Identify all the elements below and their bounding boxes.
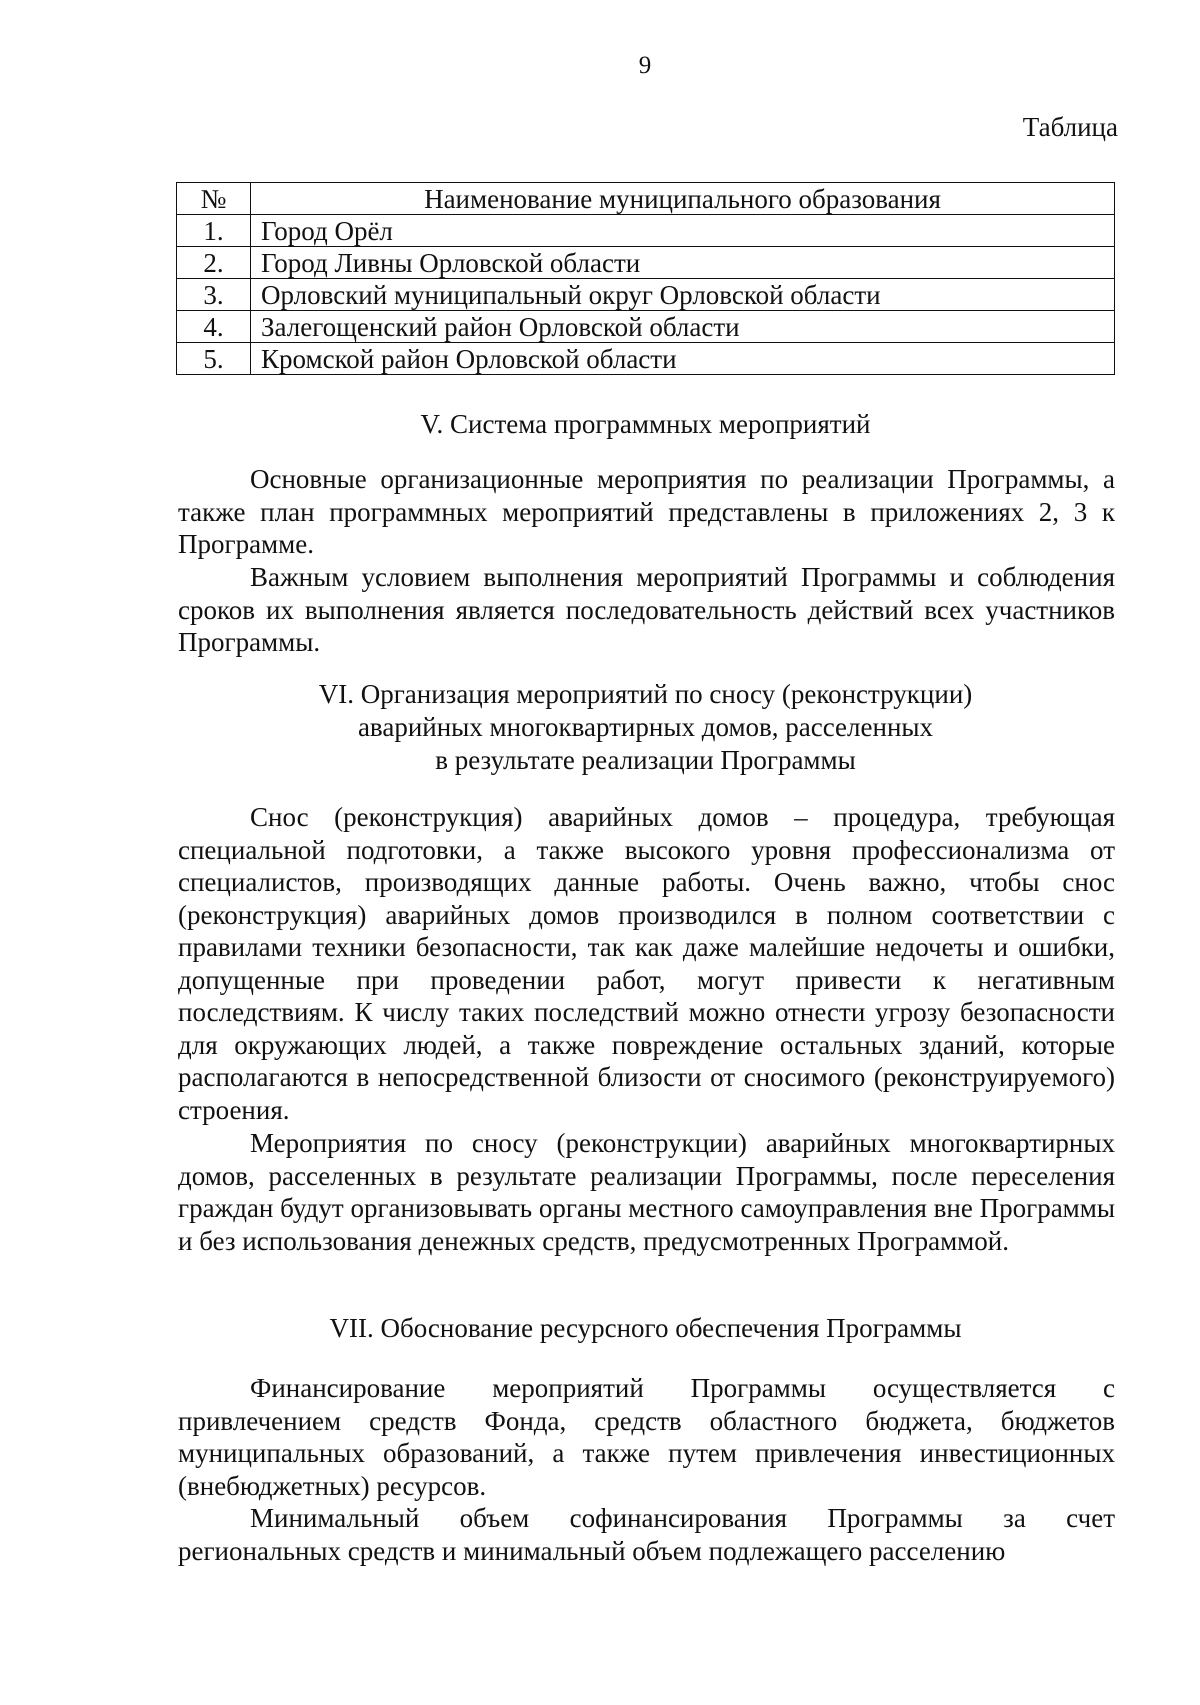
row-name: Орловский муниципальный округ Орловской области [251, 279, 1115, 311]
column-header-name: Наименование муниципального образования [251, 183, 1115, 215]
row-number: 4. [177, 311, 251, 343]
table-row [177, 247, 1115, 279]
table-row [177, 311, 1115, 343]
section-7-heading: VII. Обоснование ресурсного обеспечения Программы [329, 1313, 962, 1343]
row-number: 1. [177, 215, 251, 247]
row-name: Город Ливны Орловской области [251, 247, 1115, 279]
row-number: 2. [177, 247, 251, 279]
row-name: Город Орёл [251, 215, 1115, 247]
row-name: Залегощенский район Орловской области [251, 311, 1115, 343]
section-6-paragraph-1: Снос (реконструкция) аварийных домов – процедура, требующая специальной подготовки, а также высокого уровня профессионализма от специалистов, производящих данные работы. Очень важно, чтобы снос (реконструкция) аварийных домов производился в полном соответствии с правилами техники безопасности, так как даже малейшие недочеты и ошибки, допущенные при проведении работ, могут привести к негативным последствиям. К числу таких последствий можно отнести угрозу безопасности для окружающих людей, а также повреждение остальных зданий, которые располагаются в непосредственной близости от сносимого (реконструируемого) строения. [178, 802, 1115, 1125]
row-number: 3. [177, 279, 251, 311]
table-caption: Таблица [1022, 112, 1118, 142]
section-6-heading-line: VI. Организация мероприятий по сносу (реконструкции) [318, 679, 973, 709]
table-row [177, 343, 1115, 375]
section-5-heading: V. Система программных мероприятий [420, 409, 871, 439]
section-6-paragraph-2: Мероприятия по сносу (реконструкции) аварийных многоквартирных домов, расселенных в результате реализации Программы, после переселения граждан будут организовывать органы местного самоуправления вне Программы и без использования денежных средств, предусмотренных Программой. [178, 1128, 1115, 1256]
table-row [177, 215, 1115, 247]
section-7-paragraph-2: Минимальный объем софинансирования Программы за счет региональных средств и минимальный объем подлежащего расселению [178, 1503, 1115, 1566]
row-number: 5. [177, 343, 251, 375]
section-7-paragraph-1: Финансирование мероприятий Программы осуществляется с привлечением средств Фонда, средств областного бюджета, бюджетов муниципальных образований, а также путем привлечения инвестиционных (внебюджетных) ресурсов. [178, 1373, 1115, 1501]
municipalities-table [176, 182, 1115, 375]
row-name: Кромской район Орловской области [251, 343, 1115, 375]
section-6-heading-line: аварийных многоквартирных домов, расселенных [357, 712, 934, 742]
section-5-paragraph-2: Важным условием выполнения мероприятий Программы и соблюдения сроков их выполнения является последовательность действий всех участников Программы. [178, 562, 1115, 657]
section-6-heading [176, 678, 1115, 777]
section-5-paragraph-1: Основные организационные мероприятия по реализации Программы, а также план программных мероприятий представлены в приложениях 2, 3 к Программе. [178, 464, 1115, 559]
table-header-row [177, 183, 1115, 215]
table-row [177, 279, 1115, 311]
column-header-number: № [177, 183, 251, 215]
section-6-heading-line: в результате реализации Программы [435, 745, 856, 775]
page-number: 9 [638, 52, 652, 79]
